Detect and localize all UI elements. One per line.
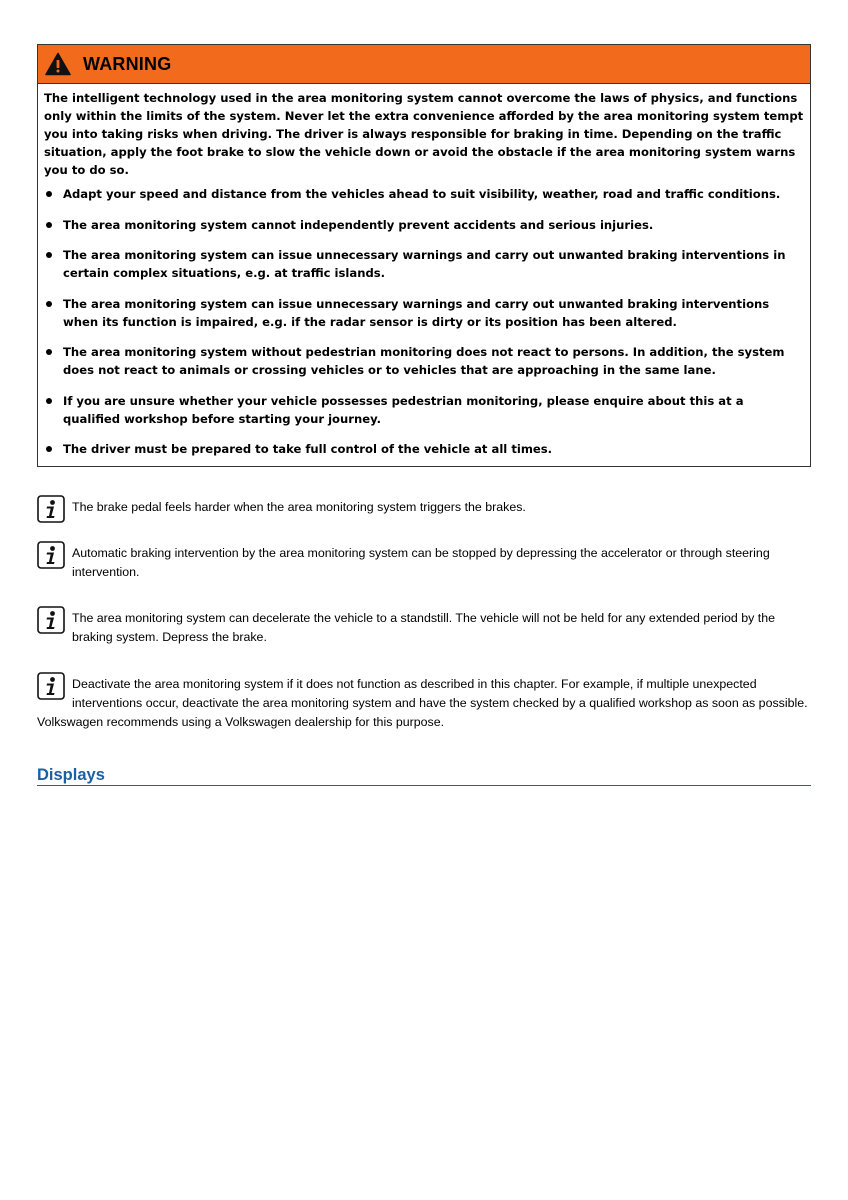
warning-bullet: The area monitoring system can issue unnecessary warnings and carry out unwanted braking interventions when its function is impaired, e.g. if the radar sensor is dirty or its position has been altered. xyxy=(44,295,804,331)
info-note xyxy=(37,675,811,732)
warning-bullet: The area monitoring system without pedestrian monitoring does not react to persons. In addition, the system does not react to animals or crossing vehicles or to vehicles that are approaching in the same lane. xyxy=(44,343,804,379)
warning-bullet: The driver must be prepared to take full control of the vehicle at all times. xyxy=(44,440,804,458)
info-note xyxy=(37,498,811,523)
info-note-text: Automatic braking intervention by the area monitoring system can be stopped by depressing the accelerator or through steering intervention. xyxy=(72,546,770,579)
info-icon xyxy=(37,672,65,700)
info-note-text: Deactivate the area monitoring system if it does not function as described in this chapter. For example, if multiple unexpected interventions occur, deactivate the area monitoring system and have the system checked by a qualified workshop as soon as possible. Volkswagen recommends using a Volkswagen dealership for this purpose. xyxy=(37,677,808,729)
warning-header xyxy=(38,45,810,84)
warning-box xyxy=(37,44,811,467)
info-note-text: The area monitoring system can decelerate the vehicle to a standstill. The vehicle will not be held for any extended period by the braking system. Depress the brake. xyxy=(72,611,775,644)
warning-body xyxy=(38,84,810,458)
info-icon xyxy=(37,495,65,523)
info-note xyxy=(37,609,811,647)
warning-intro: The intelligent technology used in the area monitoring system cannot overcome the laws of physics, and functions only within the limits of the system. Never let the extra convenience afforded by the area monitoring system tempt you into taking risks when driving. The driver is always responsible for braking in time. Depending on the traffic situation, apply the foot brake to slow the vehicle down or avoid the obstacle if the area monitoring system warns you to do so. xyxy=(44,91,804,177)
info-note-text: The brake pedal feels harder when the area monitoring system triggers the brakes. xyxy=(72,500,526,514)
warning-title: WARNING xyxy=(83,53,172,74)
section-heading: Displays xyxy=(37,765,811,786)
warning-bullet: If you are unsure whether your vehicle possesses pedestrian monitoring, please enquire about this at a qualified workshop before starting your journey. xyxy=(44,392,804,428)
warning-triangle-icon xyxy=(45,52,71,76)
warning-bullet: The area monitoring system cannot independently prevent accidents and serious injuries. xyxy=(44,216,804,234)
warning-list xyxy=(44,185,804,458)
warning-bullet: Adapt your speed and distance from the vehicles ahead to suit visibility, weather, road and traffic conditions. xyxy=(44,185,804,203)
warning-bullet: The area monitoring system can issue unnecessary warnings and carry out unwanted braking interventions in certain complex situations, e.g. at traffic islands. xyxy=(44,246,804,282)
info-icon xyxy=(37,606,65,634)
info-note xyxy=(37,544,811,582)
info-icon xyxy=(37,541,65,569)
